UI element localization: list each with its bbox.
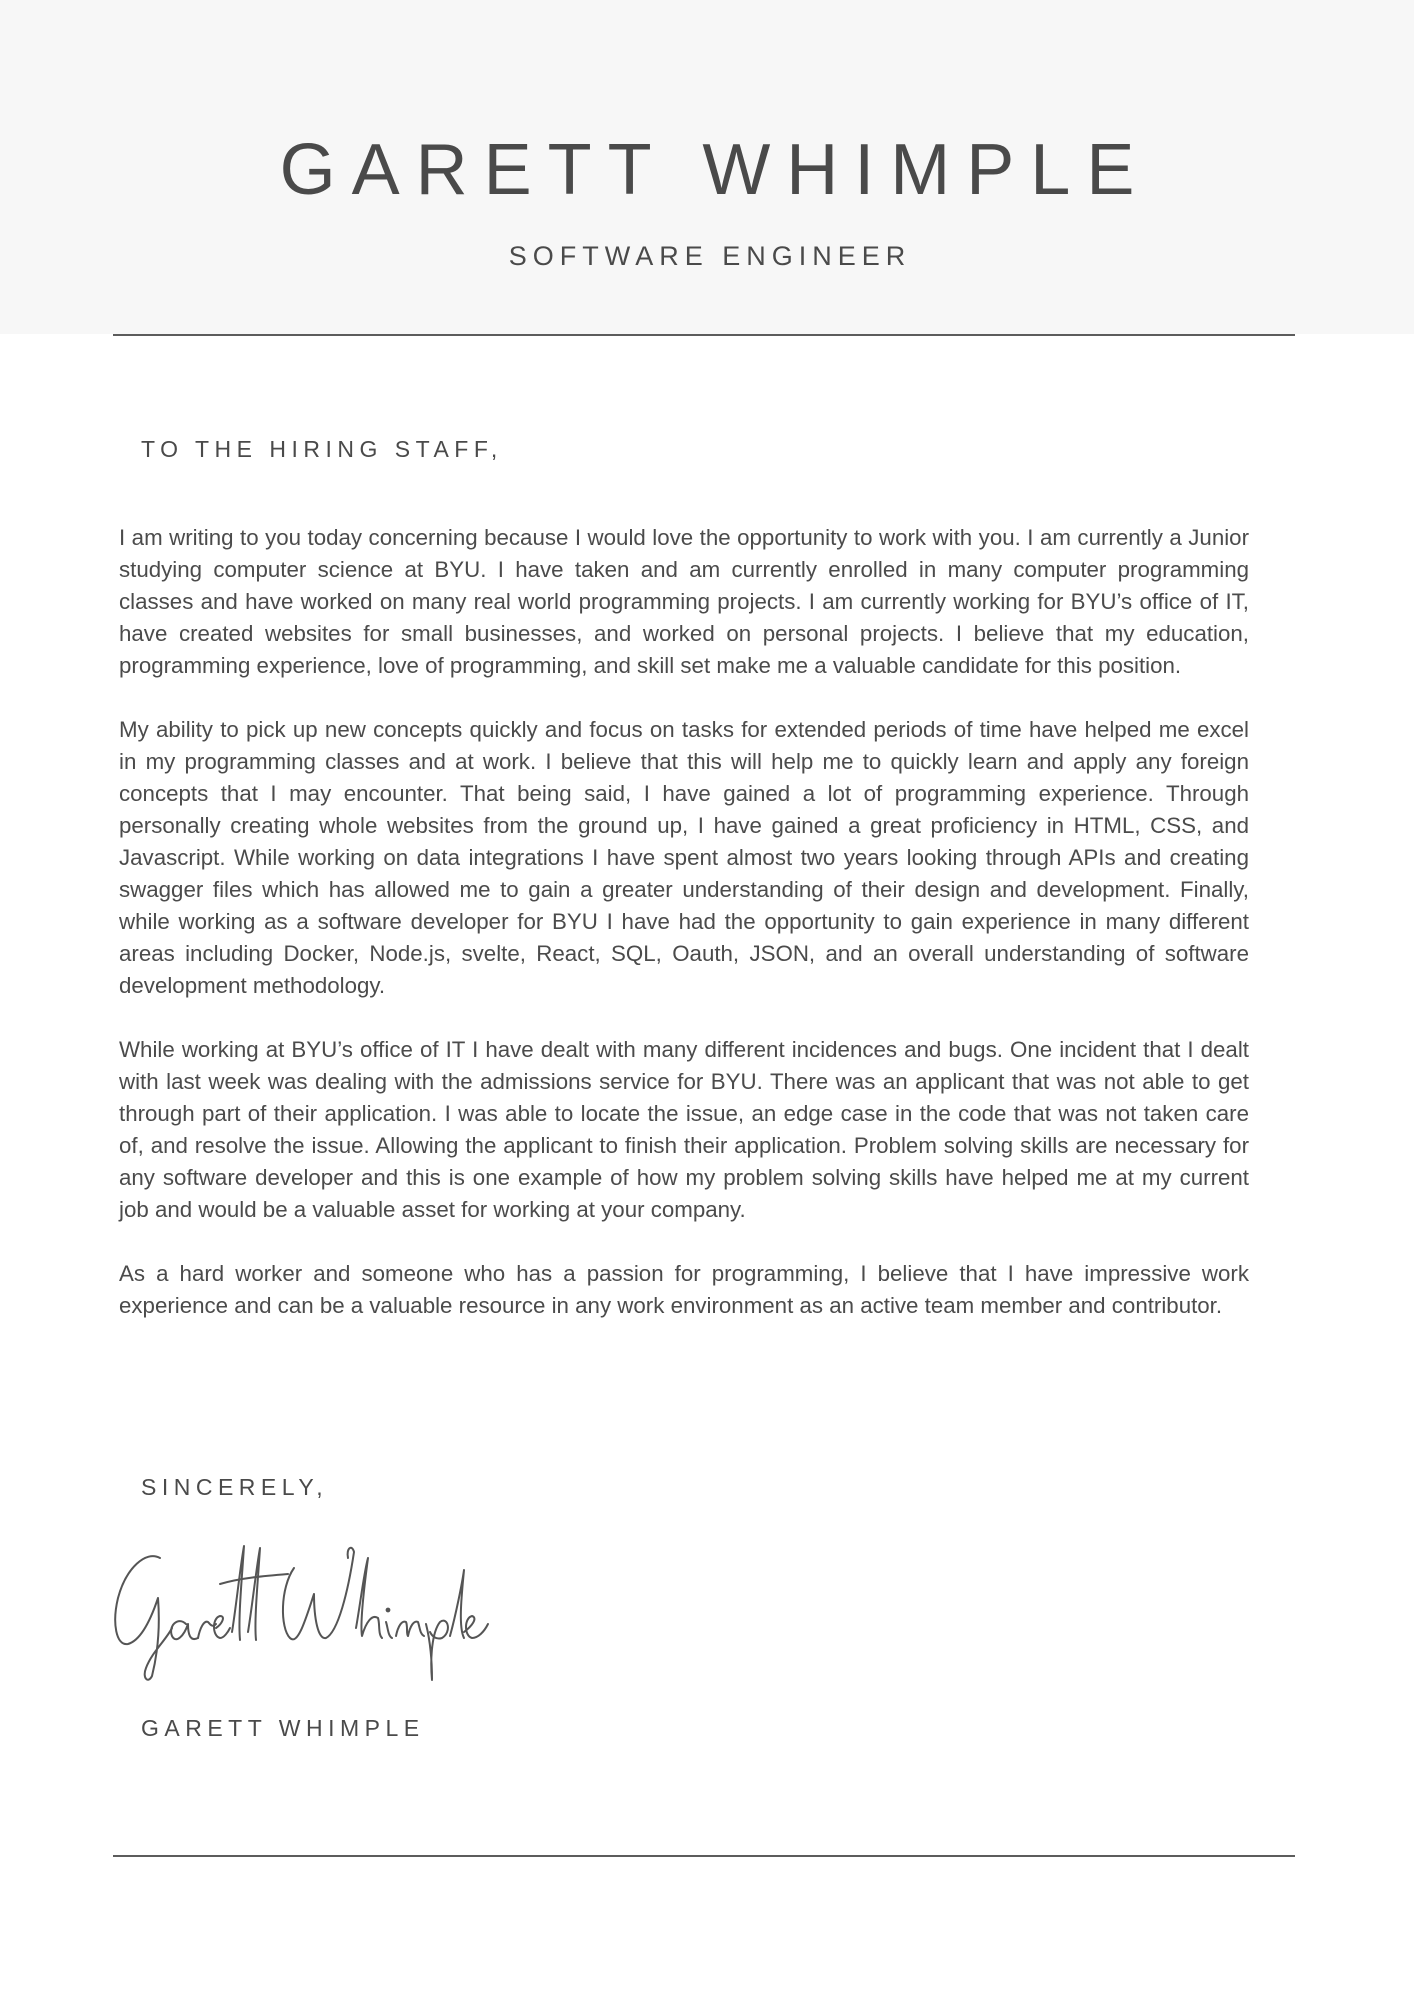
applicant-name: GARETT WHIMPLE	[279, 130, 1151, 210]
paragraph-3: While working at BYU’s office of IT I have dealt with many different incidences and bugs. One incident that I dealt with last week was dealing with the admissions service for BYU. There was an applicant that was not able to get through part of their application. I was able to locate the issue, an edge case in the code that was not taken care of, and resolve the issue. Allowing the applicant to finish their application. Problem solving skills are necessary for any software developer and this is one example of how my problem solving skills have helped me at my current job and would be a valuable asset for working at your company.	[119, 1037, 1249, 1222]
paragraph-2: My ability to pick up new concepts quickly and focus on tasks for extended periods of time have helped me excel in my programming classes and at work. I believe that this will help me to quickly learn and apply any foreign concepts that I may encounter. That being said, I have gained a lot of programming experience. Through personally creating whole websites from the ground up, I have gained a great proficiency in HTML, CSS, and Javascript. While working on data integrations I have spent almost two years looking through APIs and creating swagger files which has allowed me to gain a greater understanding of their design and development. Finally, while working as a software developer for BYU I have had the opportunity to gain experience in many different areas including Docker, Node.js, svelte, React, SQL, Oauth, JSON, and an overall understanding of software development methodology.	[119, 717, 1249, 998]
paragraph-4: As a hard worker and someone who has a passion for programming, I believe that I have impressive work experience and can be a valuable resource in any work environment as an active team member and contributor.	[119, 1261, 1249, 1318]
closing: SINCERELY,	[141, 1474, 329, 1500]
letterhead	[0, 0, 1414, 334]
paragraph-1: I am writing to you today concerning because I would love the opportunity to work with you. I am currently a Junior studying computer science at BYU. I have taken and am currently enrolled in many computer programming classes and have worked on many real world programming projects. I am currently working for BYU’s office of IT, have created websites for small businesses, and worked on personal projects. I believe that my education, programming experience, love of programming, and skill set make me a valuable candidate for this position.	[119, 525, 1249, 678]
footer-divider	[113, 1855, 1295, 1857]
signer-name: GARETT WHIMPLE	[141, 1715, 425, 1741]
header-divider	[113, 334, 1295, 336]
salutation: TO THE HIRING STAFF,	[141, 436, 503, 462]
applicant-title: SOFTWARE ENGINEER	[508, 241, 912, 271]
letter-body	[119, 522, 1249, 1354]
handwritten-signature	[108, 1528, 548, 1688]
